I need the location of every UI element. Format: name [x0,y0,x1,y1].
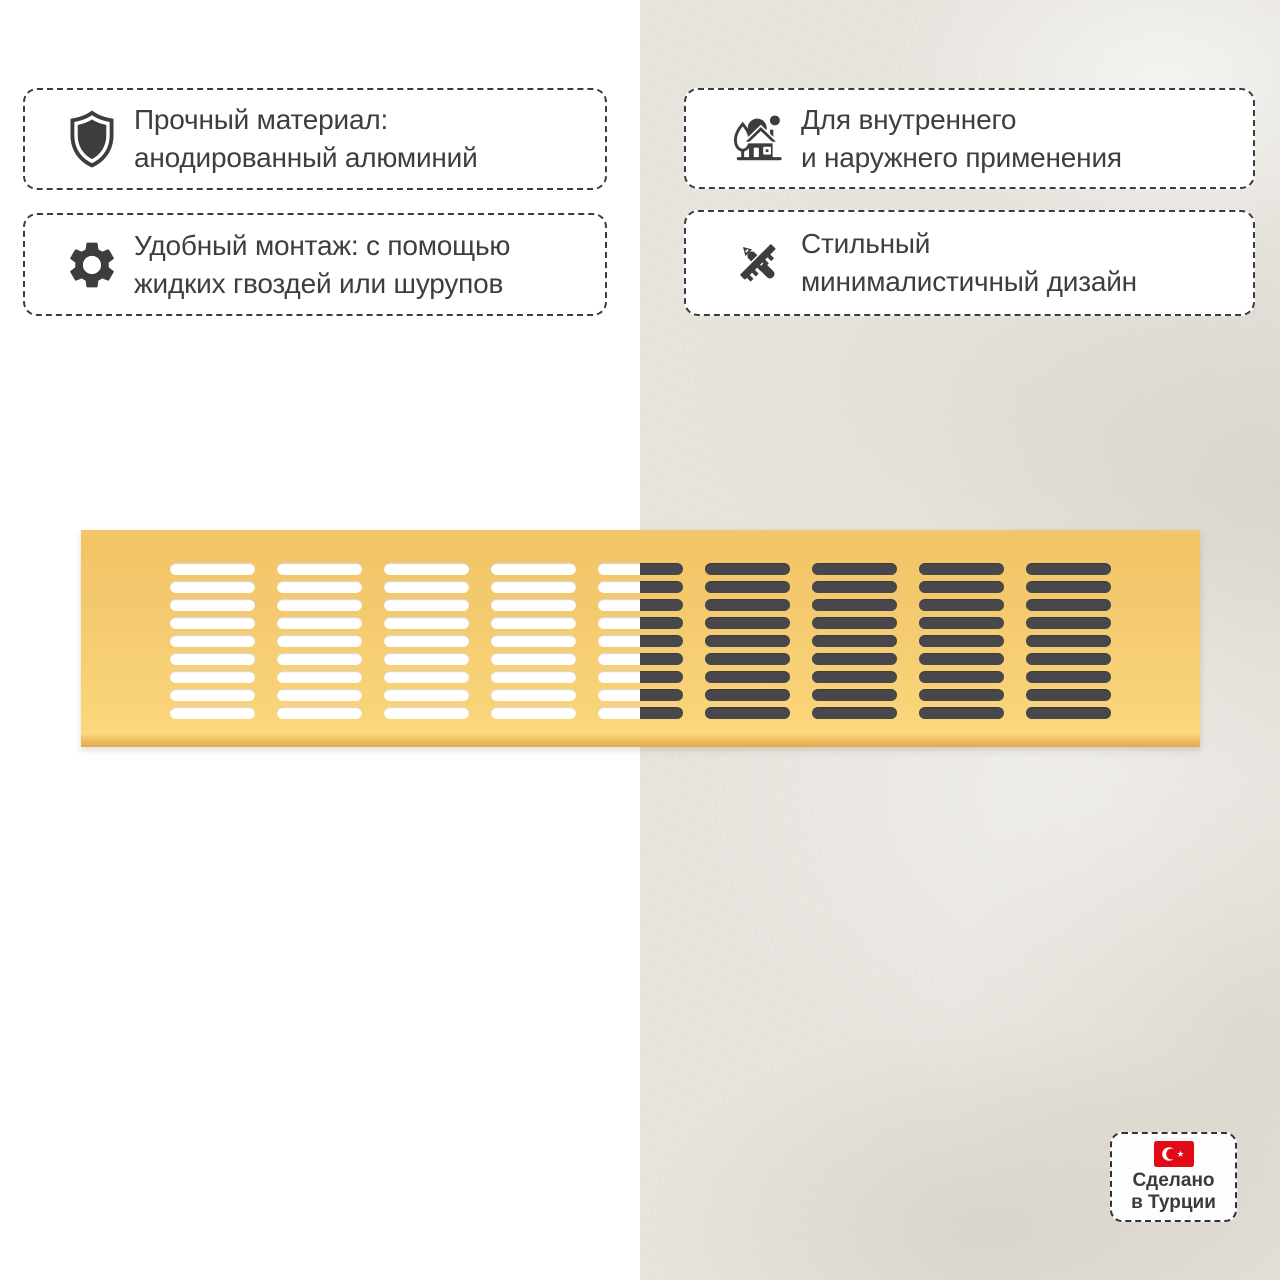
grille-slot [1026,617,1111,629]
grille-slot [277,581,362,593]
grille-slot [812,617,897,629]
feature-text-material [134,101,478,177]
grille-slot [705,581,790,593]
grille-slot [598,653,683,665]
feature-line: и наружнего применения [801,141,1122,173]
grille-slot [812,563,897,575]
grille-slot [384,599,469,611]
feature-box-usage [684,88,1255,189]
grille-slot [277,599,362,611]
grille-slot [919,581,1004,593]
grille-slot [812,635,897,647]
grille-slot [812,653,897,665]
grille-slot [919,617,1004,629]
grille-slot [277,635,362,647]
feature-box-mounting [23,213,607,316]
grille-slot [705,635,790,647]
feature-line: минималистичный дизайн [801,266,1137,297]
made-in-line: в Турции [1131,1191,1216,1213]
grille-slot [1026,653,1111,665]
made-in-turkey-badge [1110,1132,1237,1222]
grille-slot [277,689,362,701]
grille-slot [598,689,683,701]
grille-slot [384,653,469,665]
grille-slot [170,635,255,647]
grille-slot [277,653,362,665]
grille-slot [491,671,576,683]
turkey-flag-icon [1154,1141,1194,1167]
grille-slot [919,635,1004,647]
grille-slot [919,689,1004,701]
grille-slot [491,707,576,719]
grille-slot [1026,599,1111,611]
gear-icon [63,233,121,297]
grille-slot [277,707,362,719]
grille-slot [1026,671,1111,683]
grille-slot [170,563,255,575]
grille-slot [598,707,683,719]
grille-slot [491,581,576,593]
grille-slot [812,671,897,683]
pencil-ruler-icon [730,231,788,295]
grille-slot [919,671,1004,683]
grille-slot [170,599,255,611]
grille-slot [919,563,1004,575]
grille-slot [170,653,255,665]
grille-slot [384,707,469,719]
grille-slot [384,689,469,701]
grille-slot [491,689,576,701]
grille-slot [705,689,790,701]
made-in-line: Сделано [1132,1169,1215,1191]
grille-slot [1026,707,1111,719]
grille-slot [919,707,1004,719]
grille-slot [277,671,362,683]
feature-line: анодированный алюминий [134,142,478,173]
grille-slot [812,707,897,719]
ventilation-grille-image [81,530,1200,747]
grille-slot [491,599,576,611]
grille-slot [491,563,576,575]
grille-slot [277,563,362,575]
grille-slot [170,671,255,683]
grille-slot [598,617,683,629]
grille-slot [384,581,469,593]
grille-slot [170,581,255,593]
feature-line: жидких гвоздей или шурупов [134,267,504,299]
made-in-text [1131,1170,1216,1214]
feature-line: Удобный монтаж: с помощью [134,229,511,261]
feature-box-design [684,210,1255,316]
grille-slot [491,617,576,629]
feature-box-material [23,88,607,190]
grille-slot [812,581,897,593]
grille-slot [170,689,255,701]
house-tree-icon [730,107,788,171]
grille-slot [598,635,683,647]
grille-slot [491,635,576,647]
grille-slot [705,599,790,611]
feature-text-usage [801,101,1122,177]
grille-slot [919,653,1004,665]
grille-slot [170,617,255,629]
grille-slot [384,617,469,629]
grille-slot [384,671,469,683]
feature-text-mounting [134,227,510,303]
feature-text-design [801,225,1137,301]
feature-line: Прочный материал: [134,104,389,135]
shield-icon [63,107,121,171]
grille-slot [1026,635,1111,647]
grille-slot [812,599,897,611]
grille-slot [384,563,469,575]
grille-slot [919,599,1004,611]
grille-slot [1026,581,1111,593]
grille-slot [598,599,683,611]
grille-slot [705,707,790,719]
grille-slot [705,563,790,575]
grille-slot [705,653,790,665]
grille-slot [598,563,683,575]
grille-slot [598,671,683,683]
grille-slot [1026,563,1111,575]
grille-slot [491,653,576,665]
feature-line: Стильный [801,228,931,259]
grille-slot [812,689,897,701]
grille-slot [705,671,790,683]
feature-line: Для внутреннего [801,103,1017,135]
grille-slot [1026,689,1111,701]
grille-slot [384,635,469,647]
grille-slot [598,581,683,593]
grille-slot [170,707,255,719]
grille-slot [705,617,790,629]
grille-slot [277,617,362,629]
